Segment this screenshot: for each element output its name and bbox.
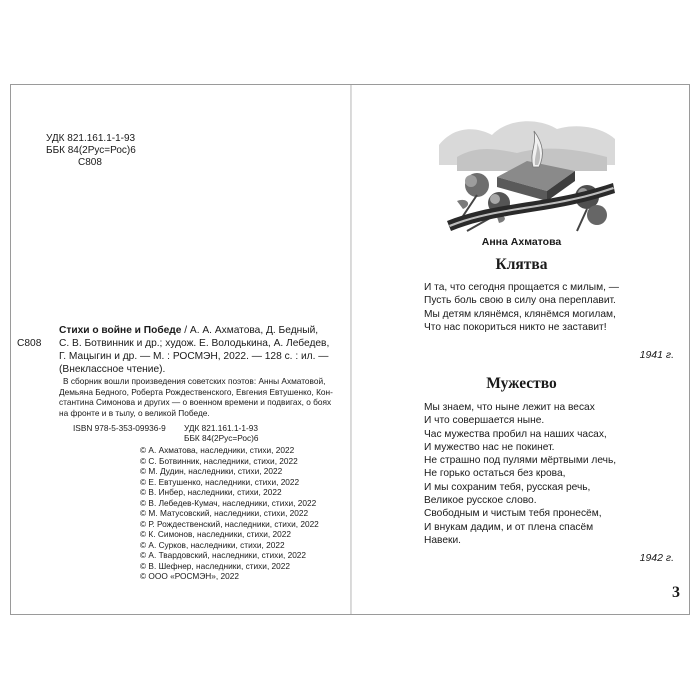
right-page	[352, 85, 691, 614]
annotation-line: Демьяна Бедного, Роберта Рождественского, Евгения Евтушенко, Кон-	[59, 386, 333, 397]
annotation-line: на фронте и в тылу, о великой Победе.	[59, 407, 210, 418]
copyright-line: © В. Шефнер, наследники, стихи, 2022	[140, 560, 291, 571]
page-number: 3	[672, 584, 680, 601]
annotation	[59, 376, 349, 418]
record-line: Г. Мацыгин и др. — М. : РОСМЭН, 2022. — 128 с. : ил. —	[59, 351, 329, 362]
copyright-line: © А. Твардовский, наследники, стихи, 2022	[140, 550, 307, 560]
record-code: С808	[17, 338, 42, 349]
book-spread	[10, 84, 690, 615]
poem-line: И что совершается ныне.	[424, 415, 545, 427]
poem-line: Час мужества пробил на наших часах,	[424, 428, 607, 440]
author-sign: С808	[78, 157, 102, 168]
record-line: С. В. Ботвинник и др.; худож. Е. Володькина, А. Лебедев,	[59, 338, 330, 349]
copyright-list	[140, 445, 319, 582]
isbn-bbk: ББК 84(2Рус=Рос)6	[184, 433, 259, 443]
poem-line: И та, что сегодня прощается с милым, —	[424, 282, 619, 293]
poem-line: И мы сохраним тебя, русская речь,	[424, 481, 591, 493]
left-page	[11, 85, 350, 614]
poem-line: Не страшно под пулями мёртвыми лечь,	[424, 455, 617, 467]
copyright-line: © А. Сурков, наследники, стихи, 2022	[140, 539, 285, 550]
poem1-year: 1941 г.	[639, 349, 674, 361]
annotation-line: В сборник вошли произведения советских поэтов: Анны Ахматовой,	[63, 376, 326, 386]
poem2-title: Мужество	[486, 375, 557, 392]
poem2-year: 1942 г.	[639, 552, 674, 564]
poem1-text	[424, 281, 619, 334]
poem-line: Пусть боль свою в силу она переплавит.	[424, 295, 616, 307]
poem1-title: Клятва	[495, 256, 548, 273]
udk-code: УДК 821.161.1-1-93	[46, 133, 136, 144]
copyright-line: © С. Ботвинник, наследники, стихи, 2022	[140, 455, 298, 466]
poem-line: Что нас покориться никто не заставит!	[424, 321, 607, 333]
poem-author: Анна Ахматова	[481, 236, 562, 248]
poem-line: И внукам дадим, и от плена спасём	[424, 521, 594, 533]
copyright-line: © В. Лебедев-Кумач, наследники, стихи, 2022	[140, 497, 317, 508]
copyright-line: © В. Инбер, наследники, стихи, 2022	[140, 487, 282, 497]
isbn: ISBN 978-5-353-09936-9	[73, 423, 166, 433]
record-line-rest: / А. А. Ахматова, Д. Бедный,	[181, 325, 319, 336]
poem-line: Свободным и чистым тебя пронесём,	[424, 508, 602, 520]
isbn-udk: УДК 821.161.1-1-93	[184, 423, 258, 433]
memorial-illustration	[437, 105, 617, 233]
bibliographic-record	[59, 324, 344, 376]
copyright-line: © Р. Рождественский, наследники, стихи, 2022	[140, 518, 319, 529]
poem-line: Мы детям клянёмся, клянёмся могилам,	[424, 308, 616, 320]
poem-line: Не горько остаться без крова,	[424, 468, 566, 480]
copyright-line: © К. Симонов, наследники, стихи, 2022	[140, 529, 292, 539]
copyright-line: © А. Ахматова, наследники, стихи, 2022	[140, 445, 295, 455]
record-line	[59, 324, 344, 337]
bbk-code: ББК 84(2Рус=Рос)6	[46, 145, 136, 156]
record-title: Стихи о войне и Победе	[59, 325, 182, 336]
copyright-line: © Е. Евтушенко, наследники, стихи, 2022	[140, 476, 300, 487]
copyright-line: © М. Матусовский, наследники, стихи, 2022	[140, 508, 309, 518]
classification-block	[46, 133, 136, 169]
poem2-text	[424, 401, 616, 547]
record-line: (Внеклассное чтение).	[59, 364, 166, 375]
copyright-line: © ООО «РОСМЭН», 2022	[140, 571, 239, 581]
annotation-line: стантина Симонова и других — о военном времени и подвигах, о боях	[59, 397, 332, 407]
copyright-line: © М. Дудин, наследники, стихи, 2022	[140, 466, 283, 476]
poem-line: Великое русское слово.	[424, 495, 537, 507]
poem-line: Навеки.	[424, 534, 461, 546]
poem-line: Мы знаем, что ныне лежит на весах	[424, 402, 595, 413]
poem-line: И мужество нас не покинет.	[424, 441, 555, 453]
